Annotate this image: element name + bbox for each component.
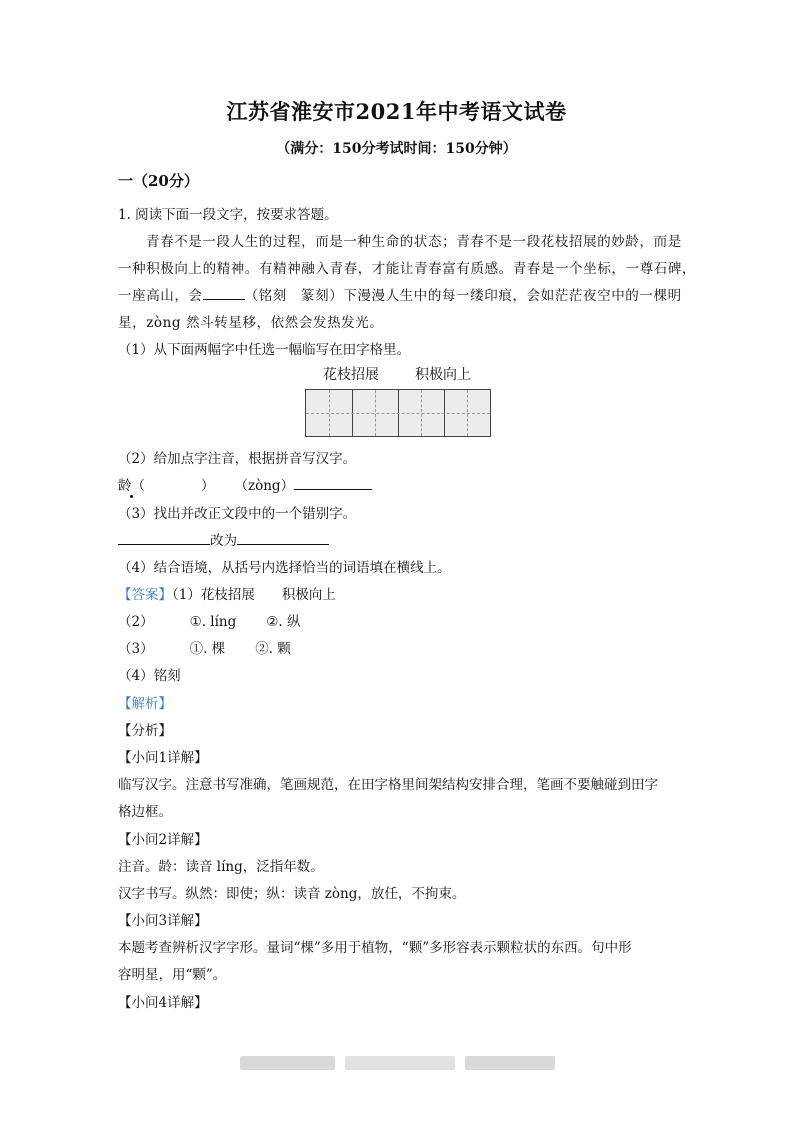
pinyin-label: （zòng） <box>234 478 295 494</box>
answer-line-4: （4）铭刻 <box>118 668 181 684</box>
answer-3-part-1: ①. 棵 <box>189 641 226 657</box>
answer-1: （1）花枝招展 积极向上 <box>172 587 336 603</box>
calligraphy-option-b: 积极向上 <box>415 367 471 383</box>
correct-char-blank[interactable] <box>237 530 329 545</box>
sub-question-1: （1）从下面两幅字中任选一幅临写在田字格里。 <box>118 342 411 358</box>
close-paren: ） <box>201 478 215 494</box>
answer-2-label: （2） <box>118 614 154 630</box>
footer-watermark-blur <box>345 1056 455 1070</box>
q2-detail-line-2: 汉字书写。纵然：即使；纵：读音 zòng，放任，不拘束。 <box>118 886 466 902</box>
q3-detail-line-2: 容明星，用“颗”。 <box>118 967 227 983</box>
answer-2-part-2: ②. 纵 <box>266 614 301 630</box>
q3-detail-line-1: 本题考查辨析汉字字形。量词“棵”多用于植物，“颗”多形容表示颗粒状的东西。句中形 <box>118 940 632 956</box>
section-heading: 一（20分） <box>118 172 199 190</box>
footer-watermark-blur <box>240 1056 335 1070</box>
q1-detail-line-2: 格边框。 <box>118 804 172 820</box>
q2-detail-heading: 【小问2详解】 <box>118 832 208 848</box>
change-to-label: 改为 <box>210 533 237 549</box>
analysis-tag: 【解析】 <box>118 696 172 712</box>
page-subtitle: （满分：150分考试时间：150分钟） <box>276 141 517 157</box>
q1-detail-line-1: 临写汉字。注意书写准确，笔画规范，在田字格里间架结构安排合理，笔画不要触碰到田字 <box>118 777 658 793</box>
footer-watermark-blur <box>465 1056 555 1070</box>
answer-line-1 <box>118 583 336 603</box>
answer-tag: 【答案】 <box>118 587 172 603</box>
fill-blank[interactable] <box>203 285 245 300</box>
passage-line-3-end: （铭刻 篆刻）下漫漫人生中的每一缕印痕，会如茫茫夜空中的一棵明 <box>244 288 682 304</box>
tianzige-grid[interactable] <box>305 389 491 437</box>
wrong-char-blank[interactable] <box>118 530 210 545</box>
passage-line-3-start: 一座高山，会 <box>118 288 203 304</box>
question-stem: 1. 阅读下面一段文字，按要求答题。 <box>118 207 338 223</box>
dotted-char: 龄（ <box>118 478 145 494</box>
sub-question-2-blanks <box>118 474 372 494</box>
passage-line-2: 一种积极向上的精神。有精神融入青春，才能让青春富有质感。青春是一个坐标，一尊石碑， <box>118 261 697 277</box>
q1-detail-heading: 【小问1详解】 <box>118 750 208 766</box>
answer-2-part-1: ①. líng <box>189 614 237 630</box>
q3-detail-heading: 【小问3详解】 <box>118 913 208 929</box>
answer-line-3 <box>118 637 291 657</box>
passage-line-1 <box>146 230 682 250</box>
answer-blank[interactable] <box>294 475 372 490</box>
sub-question-3-blanks <box>118 529 329 549</box>
sub-question-3: （3）找出并改正文段中的一个错别字。 <box>118 506 357 522</box>
passage-line-3 <box>118 284 682 304</box>
answer-line-2 <box>118 610 300 630</box>
answer-3-part-2: ②. 颗 <box>255 641 291 657</box>
passage-line-1-text: 青春不是一段人生的过程，而是一种生命的状态；青春不是一段花枝招展的妙龄，而是 <box>146 234 682 250</box>
page-title: 江苏省淮安市2021年中考语文试卷 <box>226 99 567 124</box>
passage-line-4: 星，zòng 然斗转星移，依然会发热发光。 <box>118 315 384 331</box>
analysis-heading: 【分析】 <box>118 723 172 739</box>
sub-question-2: （2）给加点字注音，根据拼音写汉字。 <box>118 451 357 467</box>
answer-3-label: （3） <box>118 641 154 657</box>
q2-detail-line-1: 注音。龄：读音 líng，泛指年数。 <box>118 859 324 875</box>
sub-question-4: （4）结合语境，从括号内选择恰当的词语填在横线上。 <box>118 560 451 576</box>
calligraphy-option-a: 花枝招展 <box>323 367 379 383</box>
grid-guide <box>306 413 490 414</box>
q4-detail-heading: 【小问4详解】 <box>118 995 208 1011</box>
